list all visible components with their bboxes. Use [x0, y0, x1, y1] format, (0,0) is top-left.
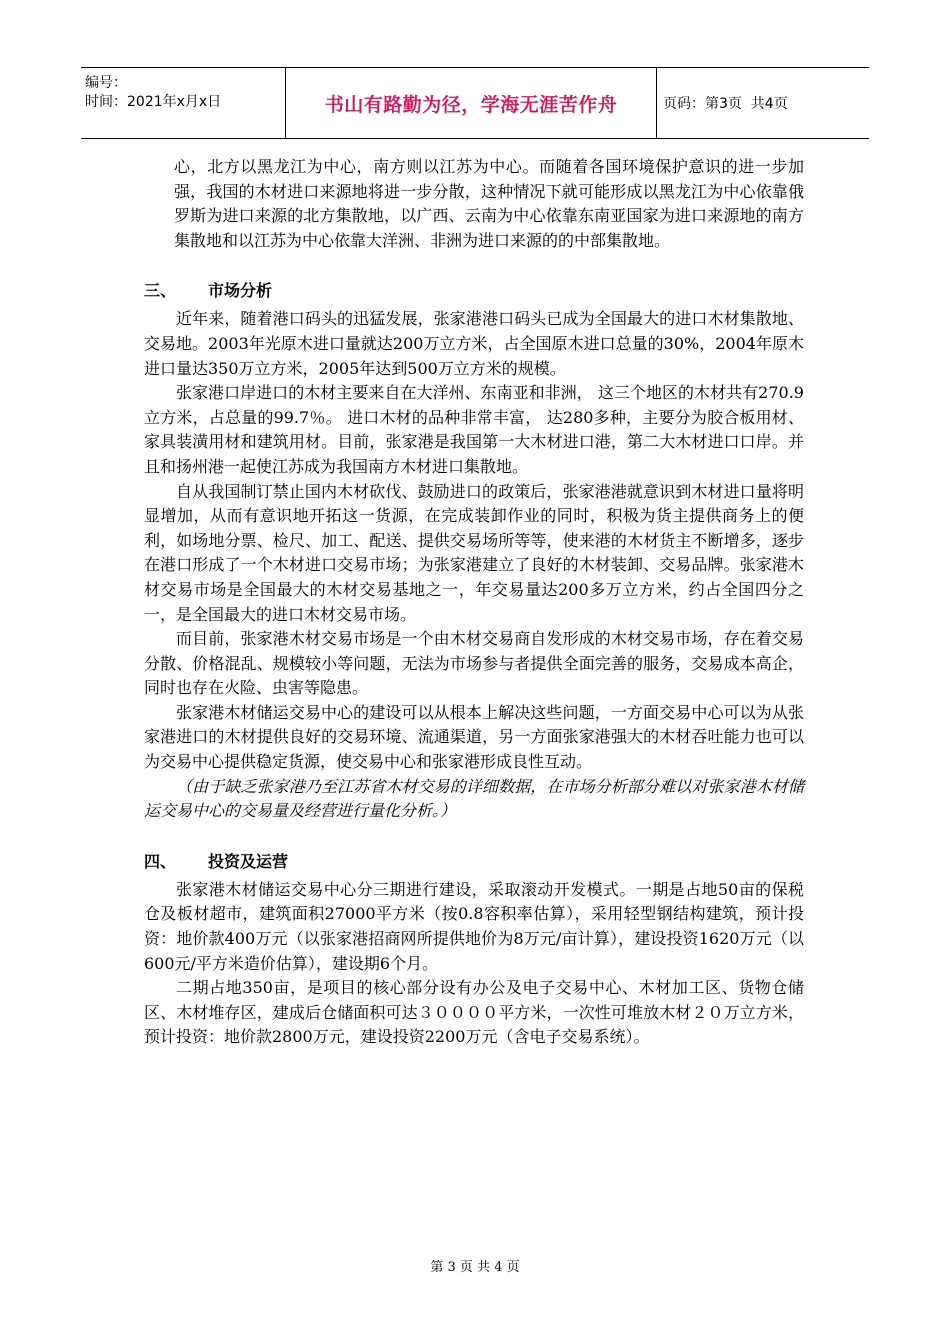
section-4-number: 四、 — [144, 851, 177, 871]
section-4-heading — [144, 850, 804, 874]
serial-label: 编号： — [85, 75, 127, 91]
section-3-paragraph: 张家港口岸进口的木材主要来自在大洋州、东南亚和非洲， 这三个地区的木材共有270.9立方米，占总量的99.7％。 进口木材的品种非常丰富， 达280多种，主要分为胶合板用材、家具装潢用材和建筑用材。目前，张家港是我国第一大木材进口港，第二大木材进口口岸。并且和扬州港一起使江苏成为我国南方木材进口集散地。 — [144, 383, 804, 476]
section-3-paragraph: 自从我国制订禁止国内木材砍伐、鼓励进口的政策后，张家港港就意识到木材进口量将明显增加，从而有意识地开拓这一货源，在完成装卸作业的同时，积极为货主提供商务上的便利，如场地分票、检尺、加工、配送、提供交易场所等等，使来港的木材货主不断增多，逐步在港口形成了一个木材进口交易市场；为张家港建立了良好的木材装卸、交易品牌。张家港木材交易市场是全国最大的木材交易基地之一，年交易量达200多万立方米，约占全国四分之一，是全国最大的进口木材交易市场。 — [144, 481, 804, 624]
section-3-note: （由于缺乏张家港乃至江苏省木材交易的详细数据，在市场分析部分难以对张家港木材储运交易中心的交易量及经营进行量化分析。） — [144, 776, 804, 821]
section-3-number: 三、 — [144, 281, 177, 301]
page-header — [81, 67, 869, 139]
header-motto: 书山有路勤为径，学海无涯苦作舟 — [285, 68, 657, 138]
section-4-paragraph: 张家港木材储运交易中心分三期进行建设，采取滚动开发模式。一期是占地50亩的保税仓及板材超市，建筑面积27000平方米（按0.8容积率估算），采用轻型钢结构建筑，预计投资：地价款400万元（以张家港招商网所提供地价为8万元/亩计算），建设投资1620万元（以600元/平方米造价估算），建设期6个月。 — [144, 879, 804, 973]
section-4-title: 投资及运营 — [208, 851, 289, 871]
page-info-text: 页码：第3页 共4页 — [663, 96, 788, 112]
section-3-paragraph: 张家港木材储运交易中心的建设可以从根本上解决这些问题，一方面交易中心可以为从张家港进口的木材提供良好的交易环境、流通渠道，另一方面张家港强大的木材吞吐能力也可以为交易中心提供稳定货源，使交易中心和张家港形成良性互动。 — [144, 702, 804, 772]
section-3-heading — [144, 279, 804, 303]
section-3-paragraph: 而目前，张家港木材交易市场是一个由木材交易商自发形成的木材交易市场，存在着交易分散、价格混乱、规模较小等问题，无法为市场参与者提供全面完善的服务，交易成本高企，同时也存在火险、虫害等隐患。 — [144, 629, 804, 698]
document-body — [144, 155, 804, 1050]
section-3-title: 市场分析 — [208, 281, 273, 301]
header-page-info — [657, 68, 869, 138]
time-label: 时间：2021年x月x日 — [85, 94, 222, 110]
header-meta — [81, 68, 285, 138]
page-footer: 第 3 页 共 4 页 — [430, 1260, 520, 1275]
section-3-paragraph: 近年来，随着港口码头的迅猛发展，张家港港口码头已成为全国最大的进口木材集散地、交易地。2003年光原木进口量就达200万立方米，占全国原木进口总量的30%，2004年原木进口量达350万立方米，2005年达到500万立方米的规模。 — [144, 309, 804, 378]
section-4-paragraph: 二期占地350亩，是项目的核心部分设有办公及电子交易中心、木材加工区、货物仓储区、木材堆存区，建成后仓储面积可达３００００平方米，一次性可堆放木材２０万立方米，预计投资：地价款2800万元，建设投资2200万元（含电子交易系统）。 — [144, 978, 804, 1047]
top-paragraph: 心，北方以黑龙江为中心，南方则以江苏为中心。而随着各国环境保护意识的进一步加强，我国的木材进口来源地将进一步分散，这种情况下就可能形成以黑龙江为中心依靠俄罗斯为进口来源的北方集散地，以广西、云南为中心依靠东南亚国家为进口来源地的南方集散地和以江苏为中心依靠大洋洲、非洲为进口来源的的中部集散地。 — [174, 157, 804, 250]
